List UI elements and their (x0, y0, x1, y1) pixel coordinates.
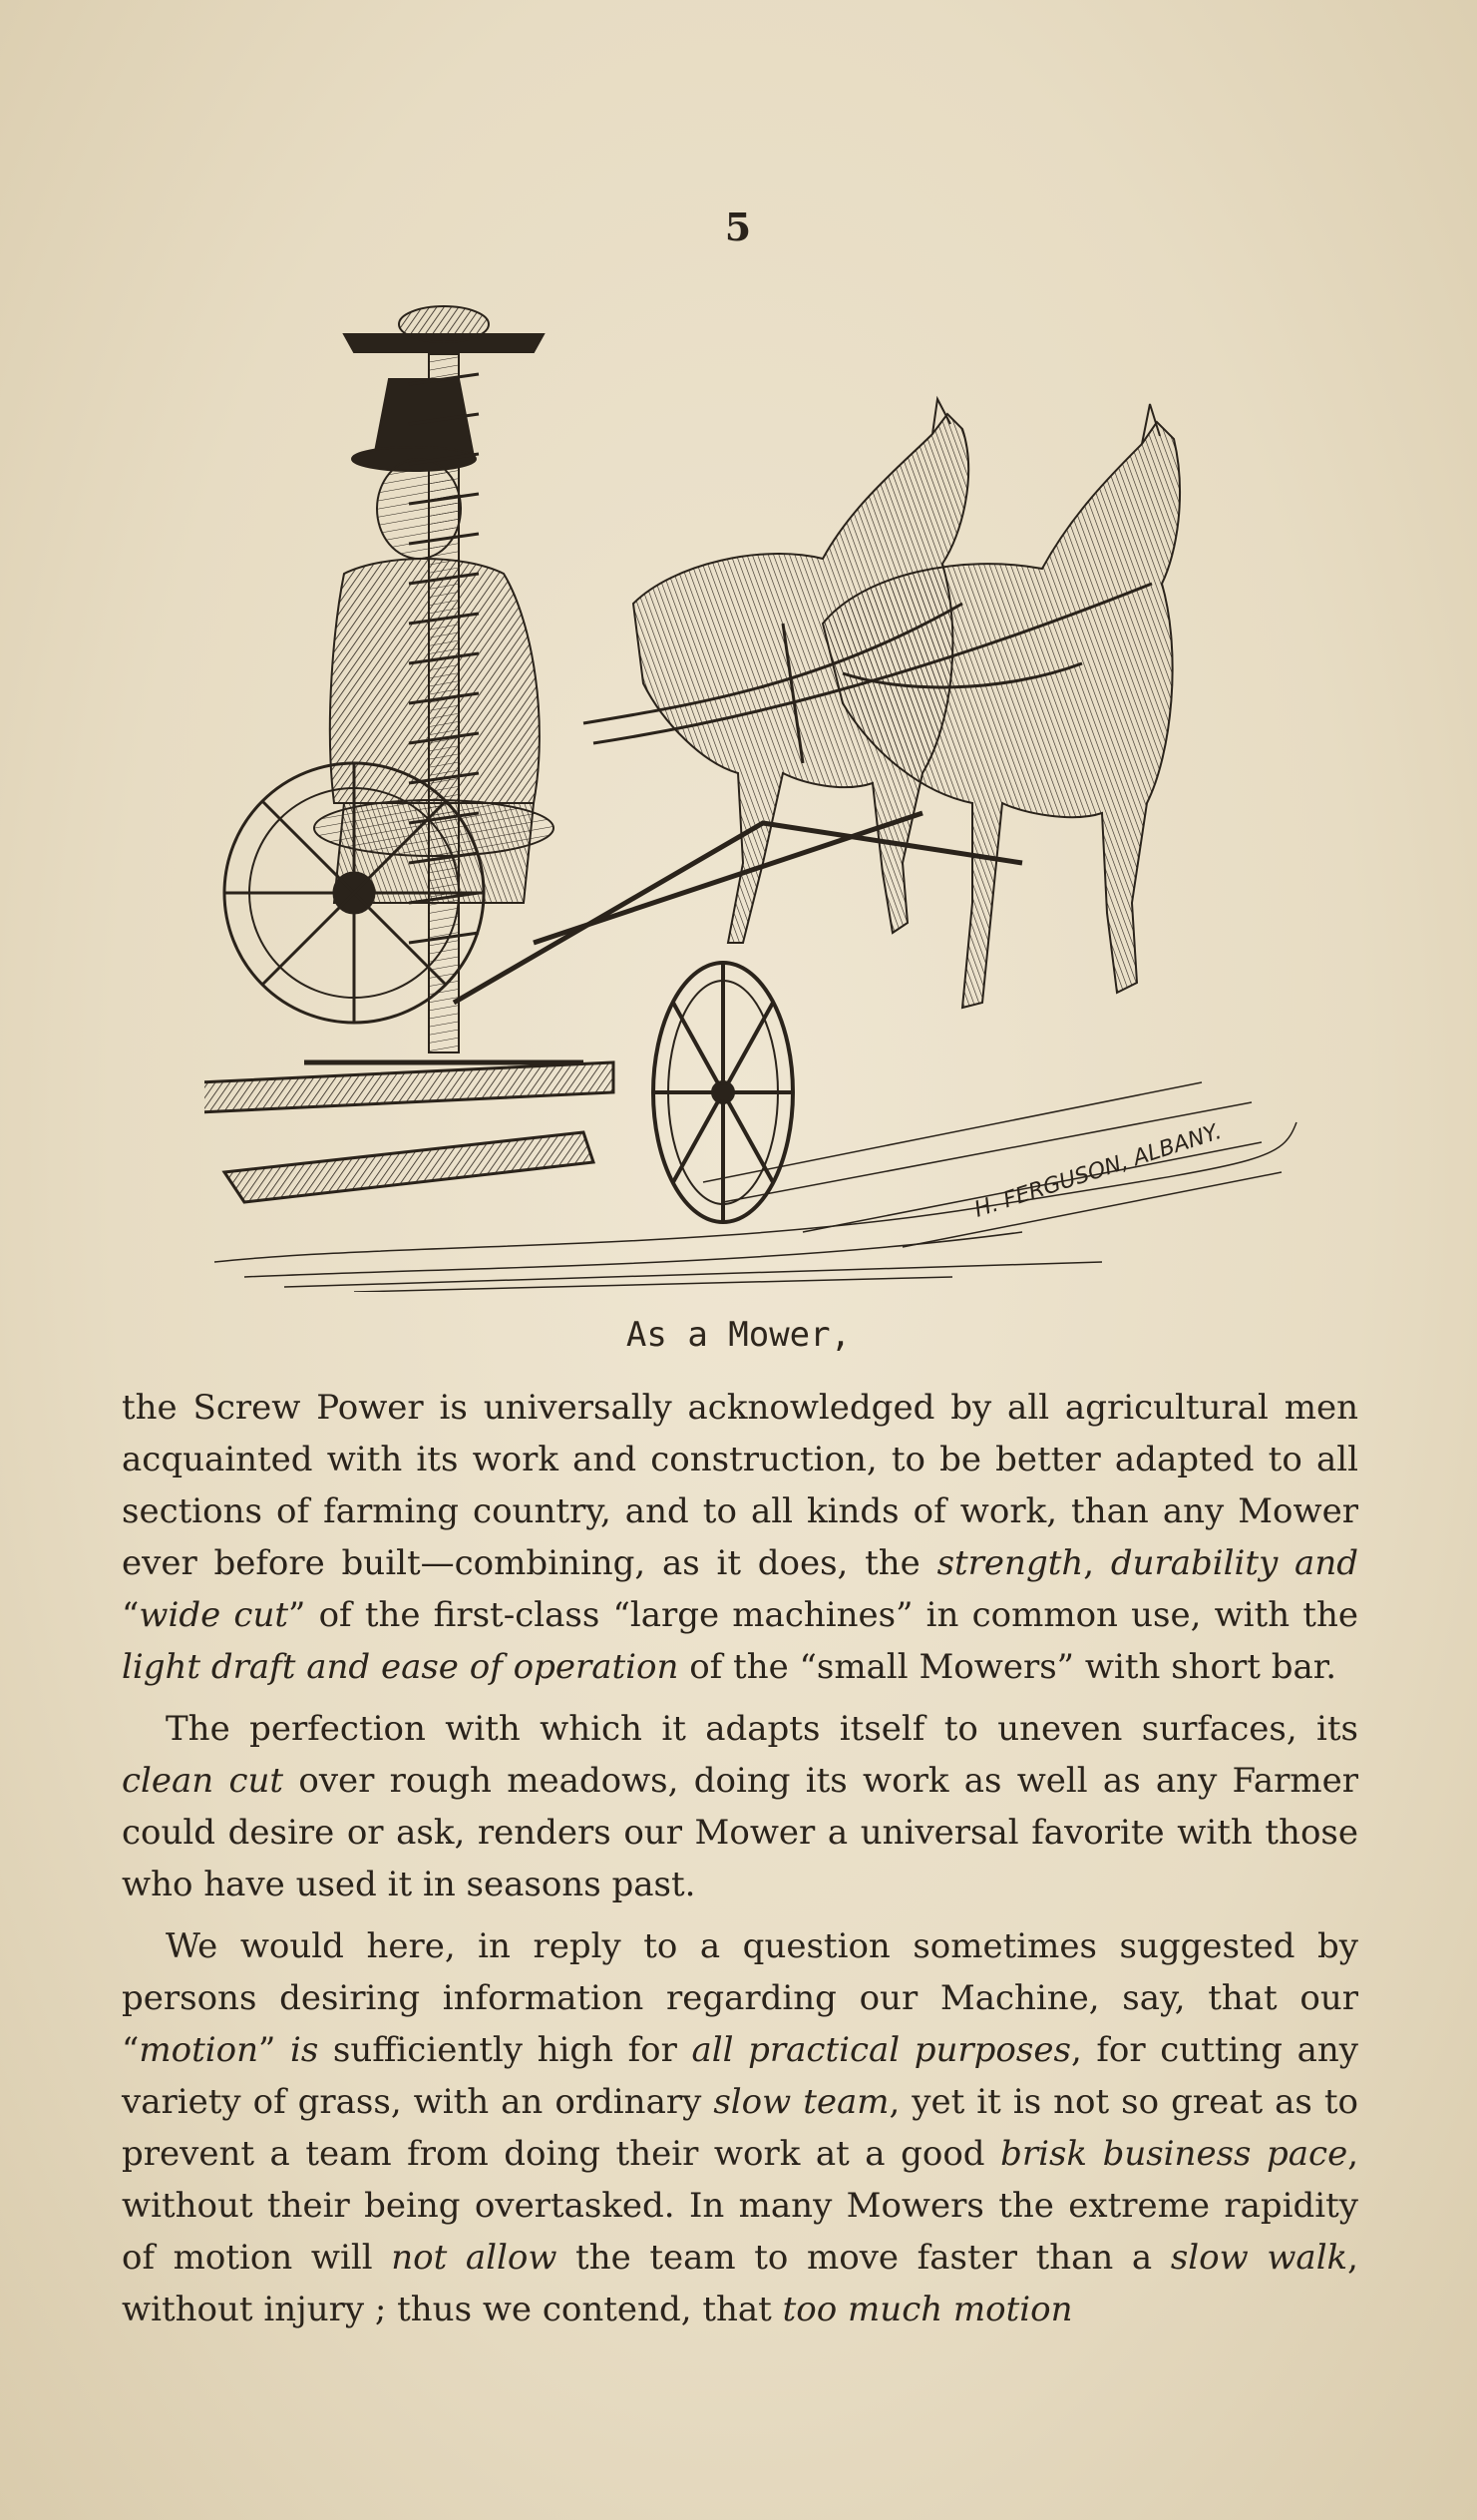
italic-run: brisk business pace (1000, 2134, 1348, 2174)
italic-run: durability and (1110, 1543, 1358, 1583)
italic-run: light draft and ease of operation (122, 1647, 679, 1687)
text-run: sufficiently high for (318, 2030, 692, 2070)
text-run: “ (122, 1595, 140, 1635)
body-text (122, 1382, 1358, 2335)
text-run: We would here, in reply to a question sometimes suggested by persons desiring information regarding our Machine, say, that our “ (122, 1926, 1358, 2070)
cutter-bar (204, 1062, 613, 1202)
text-run: , without injury ; thus we contend, that (122, 2238, 1358, 2329)
mower-engraving (204, 304, 1306, 1292)
text-run: ” of the first-class “large machines” in common use, with the (288, 1595, 1358, 1635)
paragraph (122, 1703, 1358, 1910)
italic-run: clean cut (122, 1761, 284, 1801)
italic-run: slow walk (1170, 2238, 1348, 2278)
engraver-signature: H. FERGUSON, ALBANY. (971, 1118, 1225, 1223)
paragraph (122, 1920, 1358, 2335)
italic-run: all practical purposes (691, 2030, 1071, 2070)
text-run: , yet it is not so great as to prevent a team from doing their work at a good (122, 2082, 1358, 2174)
text-run: The perfection with which it adapts itself to uneven surfaces, its (166, 1709, 1358, 1749)
italic-run: is (290, 2030, 319, 2070)
text-run: over rough meadows, doing its work as well as any Farmer could desire or ask, renders our Mower a universal favorite with those who have used it in seasons past. (122, 1761, 1358, 1904)
drive-wheel (224, 763, 484, 1023)
paragraph (122, 1382, 1358, 1693)
italic-run: strength (936, 1543, 1084, 1583)
page-number: 5 (724, 205, 753, 249)
ground-wheel (653, 963, 793, 1222)
text-run: the team to move faster than a (556, 2238, 1171, 2278)
text-run: the Screw Power is universally acknowledged by all agricultural men acquainted with its work and construction, to be better adapted to all sections of farming country, and to all kinds of work, than any Mower ever before built—combining, as it does, the (122, 1388, 1358, 1583)
italic-run: motion (139, 2030, 259, 2070)
text-run: , without their being overtasked. In many Mowers the extreme rapidity of motion will (122, 2134, 1358, 2278)
text-run: of the “small Mowers” with short bar. (678, 1647, 1337, 1687)
italic-run: too much motion (782, 2290, 1073, 2329)
text-run: , (1083, 1543, 1111, 1583)
italic-run: wide cut (139, 1595, 289, 1635)
italic-run: not allow (391, 2238, 557, 2278)
italic-run: slow team (713, 2082, 890, 2122)
text-run: , for cutting any variety of grass, with an ordinary (122, 2030, 1359, 2122)
horses (633, 399, 1180, 1008)
caption: As a Mower, (625, 1315, 852, 1355)
text-run: ” (258, 2030, 290, 2070)
